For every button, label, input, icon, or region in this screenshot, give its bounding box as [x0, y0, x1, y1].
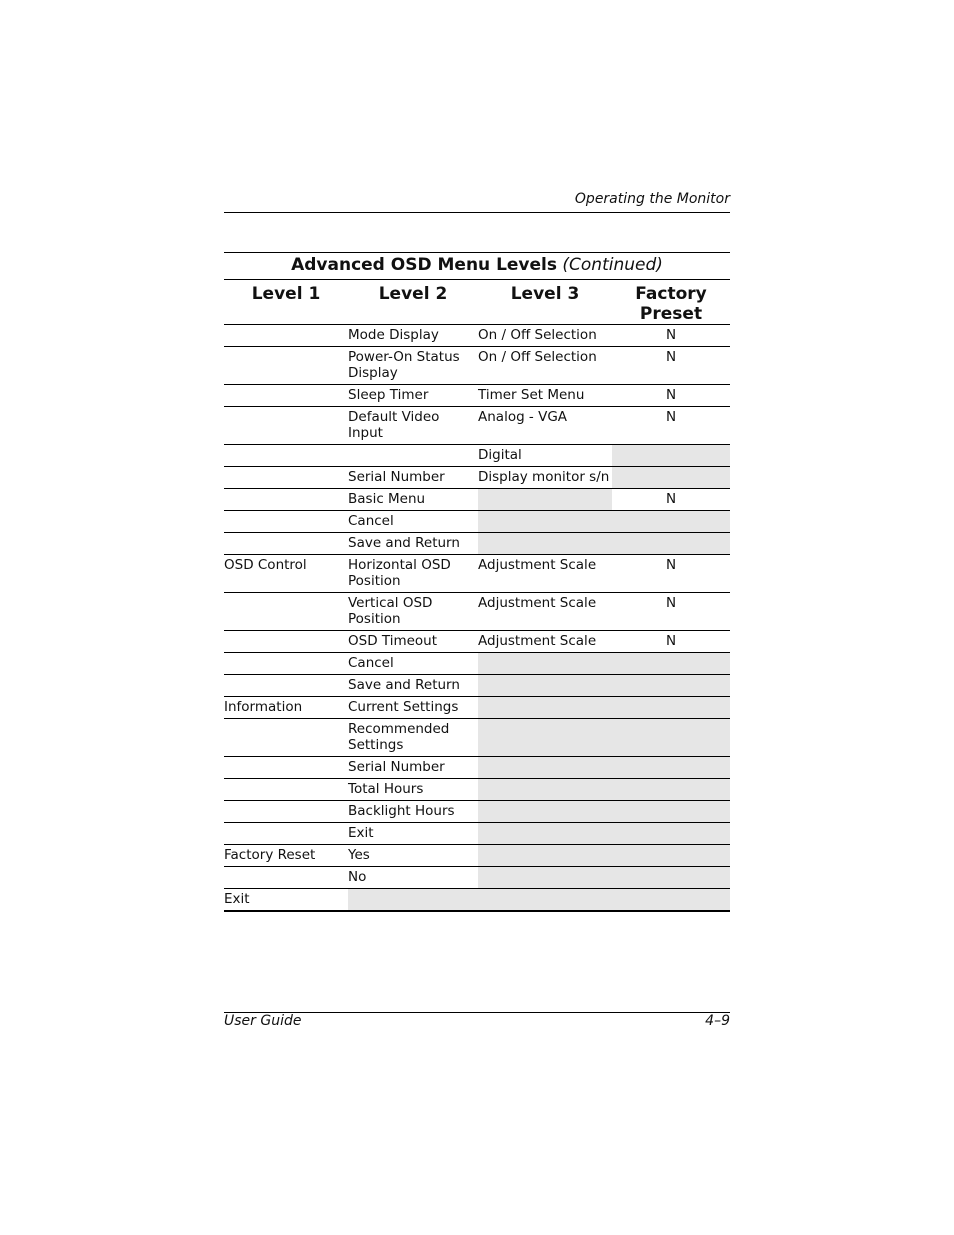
cell-level-2: Total Hours: [348, 781, 424, 797]
cell-level-3: [478, 801, 612, 822]
cell-factory-preset: [612, 719, 730, 756]
cell-level-1: [224, 407, 348, 444]
cell-factory-preset: [612, 445, 730, 466]
table-row: [224, 675, 730, 697]
table-row: [224, 511, 730, 533]
column-header-level-2: Level 2: [378, 284, 448, 304]
cell-level-2: Mode Display: [348, 327, 439, 343]
cell-level-2: Save and Return: [348, 677, 460, 693]
cell-factory-preset: N: [665, 349, 677, 365]
table-row: [224, 385, 730, 407]
cell-level-1: [224, 467, 348, 488]
table-title: [224, 253, 730, 280]
cell-level-2: Backlight Hours: [348, 803, 455, 819]
cell-level-1: [224, 511, 348, 532]
cell-factory-preset: [612, 511, 730, 532]
cell-factory-preset: N: [665, 491, 677, 507]
cell-level-2: Basic Menu: [348, 491, 426, 507]
cell-level-2: Power-On Status Display: [348, 349, 460, 381]
cell-factory-preset: N: [665, 595, 677, 611]
cell-level-1: [224, 593, 348, 630]
cell-level-3: Adjustment Scale: [478, 557, 597, 573]
cell-level-2: Recommended Settings: [348, 721, 450, 753]
table-row: [224, 631, 730, 653]
cell-level-3: [478, 489, 612, 510]
cell-level-1: [224, 757, 348, 778]
cell-factory-preset: [612, 889, 730, 910]
cell-level-2: Vertical OSD Position: [348, 595, 433, 627]
cell-level-1: [224, 801, 348, 822]
footer-title: User Guide: [224, 1013, 302, 1029]
cell-factory-preset: [612, 653, 730, 674]
cell-factory-preset: N: [665, 327, 677, 343]
table-row: [224, 555, 730, 593]
table-row: [224, 757, 730, 779]
cell-level-1: Factory Reset: [224, 847, 316, 863]
cell-level-1: [224, 631, 348, 652]
cell-level-3: [478, 779, 612, 800]
cell-level-1: [224, 489, 348, 510]
table-row: [224, 845, 730, 867]
table-title-main: Advanced OSD Menu Levels: [291, 255, 557, 275]
table-row: [224, 801, 730, 823]
cell-factory-preset: N: [665, 409, 677, 425]
column-header-factory-preset: Factory Preset: [635, 284, 707, 324]
cell-level-3: [478, 867, 612, 888]
table-row: [224, 533, 730, 555]
cell-level-2: Current Settings: [348, 699, 459, 715]
cell-factory-preset: [612, 757, 730, 778]
cell-factory-preset: N: [665, 633, 677, 649]
cell-level-1: OSD Control: [224, 557, 307, 573]
cell-level-1: [224, 823, 348, 844]
cell-level-1: [224, 533, 348, 554]
cell-level-1: [224, 653, 348, 674]
cell-level-2: Exit: [348, 825, 374, 841]
cell-level-2: [348, 445, 478, 466]
cell-level-2: Cancel: [348, 655, 394, 671]
cell-level-1: [224, 325, 348, 346]
cell-level-2: Cancel: [348, 513, 394, 529]
cell-level-1: [224, 385, 348, 406]
cell-level-1: [224, 779, 348, 800]
cell-level-2: Horizontal OSD Position: [348, 557, 451, 589]
header-rule: [224, 212, 730, 213]
table-row: [224, 407, 730, 445]
cell-level-3: Digital: [478, 447, 522, 463]
cell-factory-preset: [612, 823, 730, 844]
cell-level-2: Save and Return: [348, 535, 460, 551]
cell-level-1: [224, 347, 348, 384]
cell-level-2: No: [348, 869, 367, 885]
cell-level-3: Timer Set Menu: [478, 387, 585, 403]
cell-factory-preset: [612, 675, 730, 696]
cell-factory-preset: [612, 779, 730, 800]
running-header: Operating the Monitor: [574, 191, 730, 207]
column-header-level-3: Level 3: [510, 284, 580, 304]
cell-factory-preset: [612, 467, 730, 488]
cell-level-3: Adjustment Scale: [478, 633, 597, 649]
table-row: [224, 719, 730, 757]
table-body: [224, 325, 730, 910]
cell-factory-preset: N: [665, 387, 677, 403]
table-row: [224, 467, 730, 489]
cell-level-3: [478, 697, 612, 718]
table-row: [224, 867, 730, 889]
cell-level-1: Information: [224, 699, 303, 715]
cell-level-2: Default Video Input: [348, 409, 440, 441]
cell-level-2: Sleep Timer: [348, 387, 429, 403]
table-row: [224, 823, 730, 845]
cell-factory-preset: [612, 845, 730, 866]
osd-menu-table: [224, 252, 730, 912]
cell-level-3: [478, 533, 612, 554]
cell-level-2: Yes: [348, 847, 370, 863]
cell-level-2: [348, 889, 478, 910]
cell-level-3: [478, 675, 612, 696]
cell-factory-preset: [612, 697, 730, 718]
cell-level-1: Exit: [224, 891, 250, 907]
cell-level-3: [478, 719, 612, 756]
cell-level-3: Analog - VGA: [478, 409, 568, 425]
cell-level-3: Display monitor s/n: [478, 469, 610, 485]
table-title-suffix: (Continued): [562, 255, 663, 275]
page-number: 4–9: [705, 1013, 730, 1029]
table-row: [224, 653, 730, 675]
table-row: [224, 593, 730, 631]
cell-level-3: [478, 845, 612, 866]
cell-level-3: Adjustment Scale: [478, 595, 597, 611]
cell-level-3: [478, 823, 612, 844]
cell-level-3: On / Off Selection: [478, 349, 597, 365]
table-row: [224, 889, 730, 910]
cell-level-2: OSD Timeout: [348, 633, 438, 649]
column-header-level-1: Level 1: [251, 284, 321, 304]
table-row: [224, 325, 730, 347]
cell-level-3: [478, 653, 612, 674]
cell-level-1: [224, 719, 348, 756]
table-row: [224, 347, 730, 385]
table-row: [224, 779, 730, 801]
cell-factory-preset: N: [665, 557, 677, 573]
cell-level-1: [224, 675, 348, 696]
table-row: [224, 697, 730, 719]
cell-level-3: On / Off Selection: [478, 327, 597, 343]
cell-level-1: [224, 445, 348, 466]
table-row: [224, 445, 730, 467]
cell-level-1: [224, 867, 348, 888]
cell-level-2: Serial Number: [348, 759, 445, 775]
cell-level-3: [478, 511, 612, 532]
table-row: [224, 489, 730, 511]
cell-level-2: Serial Number: [348, 469, 445, 485]
cell-factory-preset: [612, 867, 730, 888]
cell-factory-preset: [612, 801, 730, 822]
cell-level-3: [478, 757, 612, 778]
cell-level-3: [478, 889, 612, 910]
table-column-headers: [224, 280, 730, 325]
cell-factory-preset: [612, 533, 730, 554]
